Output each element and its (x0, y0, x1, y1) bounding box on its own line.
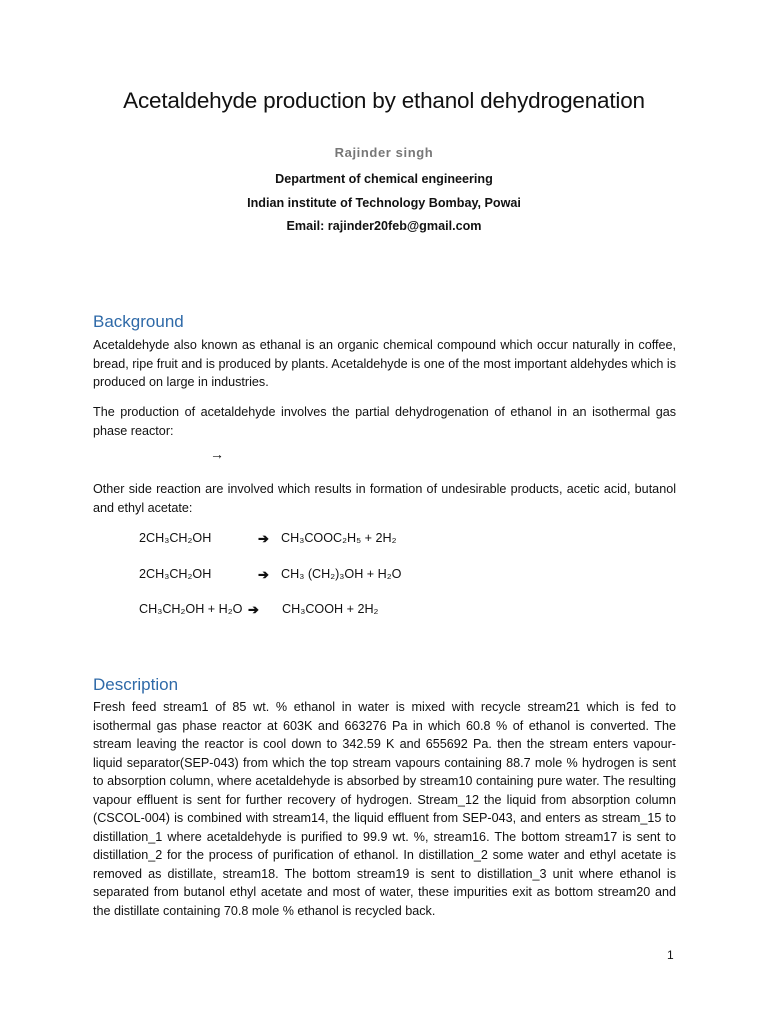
background-paragraph-3: Other side reaction are involved which results in formation of undesirable products, acetic acid, butanol and ethyl acetate: (93, 482, 676, 515)
reaction-3-arrow-icon: ➔ (248, 602, 259, 617)
main-reaction-arrow: → (210, 446, 224, 462)
reaction-2 (139, 567, 539, 587)
author-name: Rajinder singh (334, 145, 434, 160)
paper-title: Acetaldehyde production by ethanol dehydrogenation (123, 88, 645, 113)
reaction-3 (139, 602, 539, 622)
reaction-2-reactants: 2CH₃CH₂OH (139, 567, 212, 581)
reaction-2-products: CH₃ (CH₂)₃OH + H₂O (281, 567, 402, 581)
email: Email: rajinder20feb@gmail.com (286, 219, 482, 233)
author-block (0, 145, 768, 239)
reaction-3-reactants: CH₃CH₂OH + H₂O (139, 602, 243, 616)
department: Department of chemical engineering (275, 172, 493, 186)
reaction-1-reactants: 2CH₃CH₂OH (139, 531, 212, 545)
description-paragraph: Fresh feed stream1 of 85 wt. % ethanol in water is mixed with recycle stream21 which is fed to isothermal gas phase reactor at 603K and 663276 Pa in which 60.8 % of ethanol is converted. The stream leaving the reactor is cool down to 342.59 K and 655692 Pa. then the stream enters vapour-liquid separator(SEP-043) from which the top stream vapours containing 88.7 mole % hydrogen is sent to absorption column, where acetaldehyde is absorbed by stream10 containing pure water. The resulting vapour effluent is sent for further recovery of hydrogen. Stream_12 the liquid from absorption column (CSCOL-004) is combined with stream14, the liquid effluent from SEP-043, and enters as stream_15 to distillation_1 where acetaldehyde is purified to 99.9 wt. %, stream16. The bottom stream17 is sent to distillation_2 for the process of purification of ethanol. In distillation_2 some water and ethyl acetate is removed as distillate, stream18. The bottom stream19 is sent to distillation_3 unit where ethanol is separated from butanol ethyl acetate and most of water, these impurities exit as bottom stream20 and the distillate containing 70.8 mole % ethanol is recycled back. (93, 700, 676, 918)
institution: Indian institute of Technology Bombay, Powai (247, 195, 521, 210)
reaction-1-arrow-icon: ➔ (258, 531, 269, 546)
reaction-1 (139, 531, 539, 551)
reaction-2-arrow-icon: ➔ (258, 567, 269, 582)
reaction-1-products: CH₃COOC₂H₅ + 2H₂ (281, 531, 397, 545)
page-number: 1 (667, 948, 674, 962)
background-paragraph-2: The production of acetaldehyde involves the partial dehydrogenation of ethanol in an isothermal gas phase reactor: (93, 405, 676, 438)
reaction-3-products: CH₃COOH + 2H₂ (282, 602, 379, 616)
background-paragraph-1: Acetaldehyde also known as ethanal is an organic chemical compound which occur naturally in coffee, bread, ripe fruit and is produced by plants. Acetaldehyde is one of the most important aldehydes which is produced on large in industries. (93, 338, 676, 389)
heading-background: Background (93, 312, 184, 331)
heading-description: Description (93, 675, 179, 694)
